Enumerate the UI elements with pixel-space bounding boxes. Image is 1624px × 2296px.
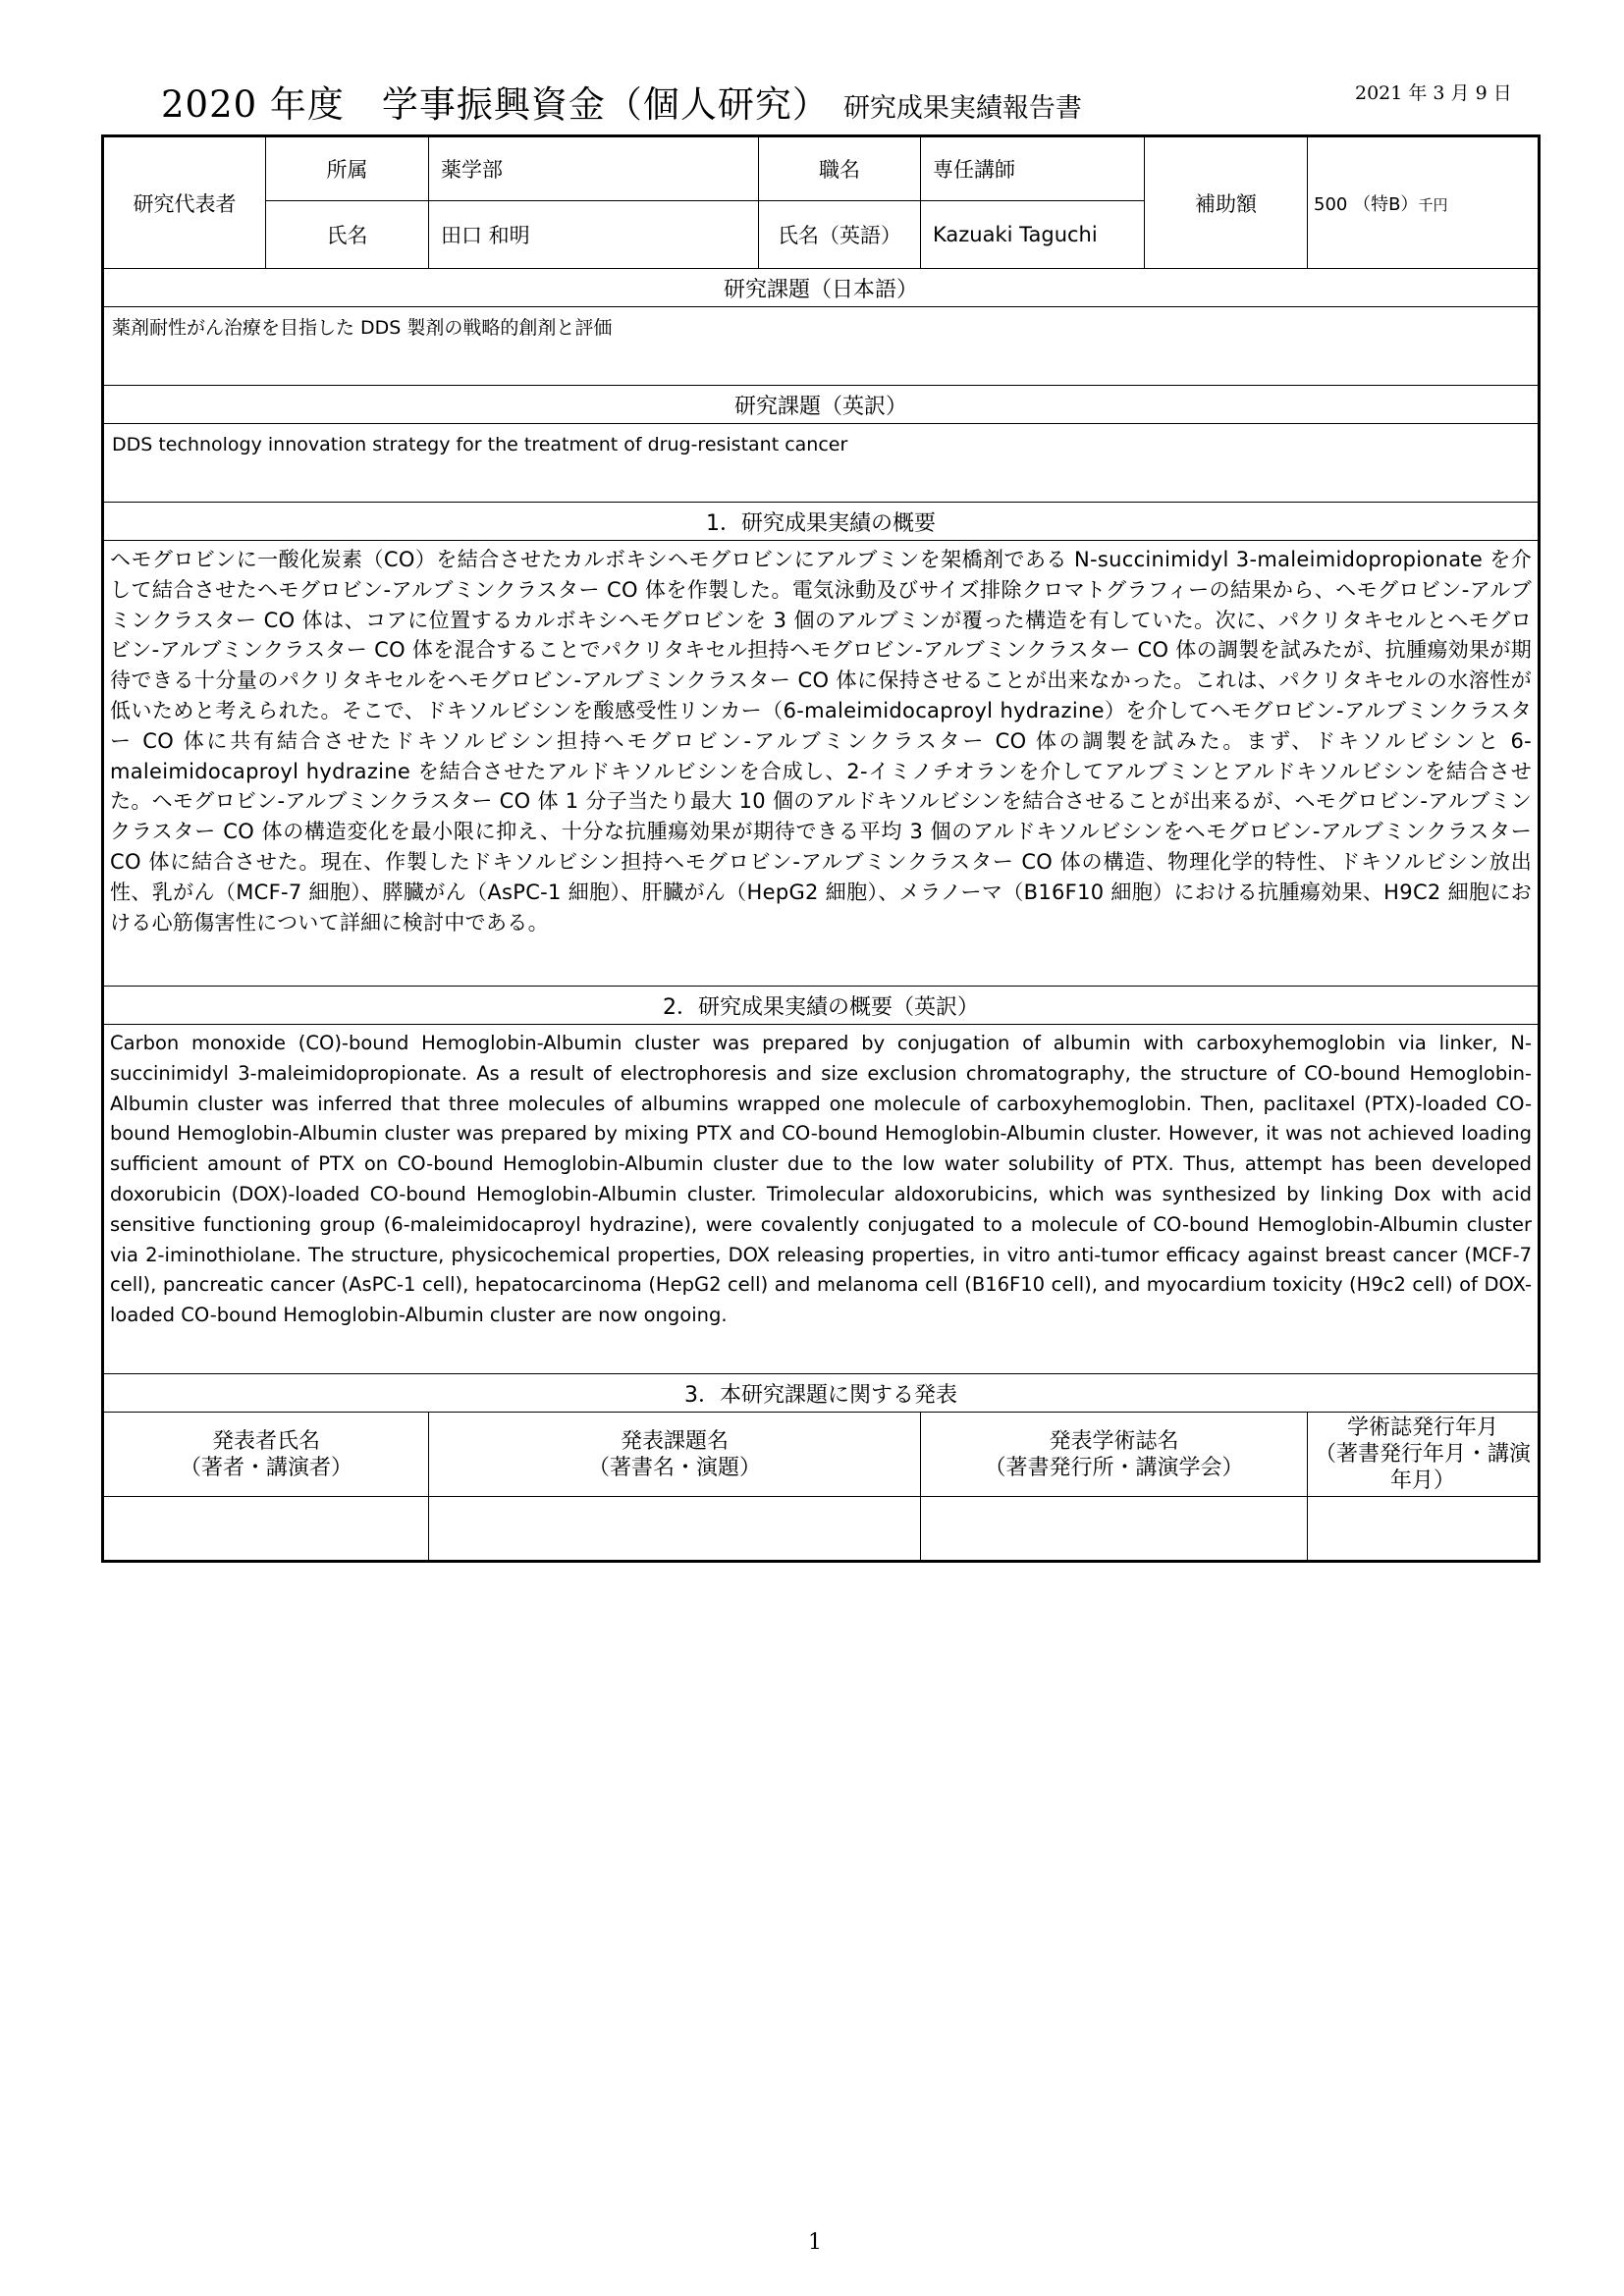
summary-jp-heading: 1．研究成果実績の概要 [103,503,1540,541]
report-subtitle: 研究成果実績報告書 [842,93,1082,124]
title-jp-heading: 研究課題（日本語） [103,269,1540,307]
title-en-heading: 研究課題（英訳） [103,386,1540,424]
pub-col-journal: 発表学術誌名 （著書発行所・講演学会） [921,1413,1308,1497]
position-label: 職名 [759,136,921,201]
summary-en-heading: 2．研究成果実績の概要（英訳） [103,987,1540,1025]
representative-label: 研究代表者 [103,136,266,269]
name-label: 氏名 [266,201,429,269]
page-number: 1 [808,2230,822,2255]
pub-cell-date [1308,1497,1540,1562]
grant-label: 補助額 [1145,136,1308,269]
grant-value: 500 （特B） [1314,193,1419,215]
page-title [161,75,1082,133]
title-jp-value: 薬剤耐性がん治療を目指した DDS 製剤の戦略的創剤と評価 [103,307,1540,386]
report-form [101,134,1541,1563]
affiliation-label: 所属 [266,136,429,201]
summary-jp-body: ヘモグロビンに一酸化炭素（CO）を結合させたカルボキシヘモグロビンにアルブミンを架橋剤である N-succinimidyl 3-maleimidopropionate を介して結合させたヘモグロビン-アルブミンクラスター CO 体を作製した。電気泳動及びサイズ排除クロマトグラフィーの結果から、ヘモグロビン-アルブミンクラスター CO 体は、コアに位置するカルボキシヘモグロビンを 3 個のアルブミンが覆った構造を有していた。次に、パクリタキセルとヘモグロビン-アルブミンクラスター CO 体を混合することでパクリタキセル担持ヘモグロビン-アルブミンクラスター CO 体の調製を試みたが、抗腫瘍効果が期待できる十分量のパクリタキセルをヘモグロビン-アルブミンクラスター CO 体に保持させることが出来なかった。これは、パクリタキセルの水溶性が低いためと考えられた。そこで、ドキソルビシンを酸感受性リンカー（6-maleimidocaproyl hydrazine）を介してヘモグロビン-アルブミンクラスター CO 体に共有結合させたドキソルビシン担持ヘモグロビン-アルブミンクラスター CO 体の調製を試みた。まず、ドキソルビシンと 6-maleimidocaproyl hydrazine を結合させたアルドキソルビシンを合成し、2-イミノチオランを介してアルブミンとアルドキソルビシンを結合させた。ヘモグロビン-アルブミンクラスター CO 体 1 分子当たり最大 10 個のアルドキソルビシンを結合させることが出来るが、ヘモグロビン-アルブミンクラスター CO 体の構造変化を最小限に抑え、十分な抗腫瘍効果が期待できる平均 3 個のアルドキソルビシンをヘモグロビン-アルブミンクラスター CO 体に結合させた。現在、作製したドキソルビシン担持ヘモグロビン-アルブミンクラスター CO 体の構造、物理化学的特性、ドキソルビシン放出性、乳がん（MCF-7 細胞）、膵臓がん（AsPC-1 細胞）、肝臓がん（HepG2 細胞）、メラノーマ（B16F10 細胞）における抗腫瘍効果、H9C2 細胞における心筋傷害性について詳細に検討中である。 [103,541,1540,987]
report-date: 2021 年 3 月 9 日 [1355,82,1512,104]
name-en-value: Kazuaki Taguchi [921,201,1145,269]
pub-cell-journal [921,1497,1308,1562]
title-en-value: DDS technology innovation strategy for the treatment of drug-resistant cancer [103,424,1540,503]
name-en-label: 氏名（英語） [759,201,921,269]
pub-cell-author [103,1497,429,1562]
pub-cell-title [429,1497,921,1562]
report-title: 2020 年度 学事振興資金（個人研究） [161,83,830,126]
publications-heading: 3．本研究課題に関する発表 [103,1374,1540,1413]
grant-amount [1308,136,1540,269]
position-value: 専任講師 [921,136,1145,201]
pub-col-title: 発表課題名 （著書名・演題） [429,1413,921,1497]
name-value: 田口 和明 [429,201,759,269]
pub-col-author: 発表者氏名 （著者・講演者） [103,1413,429,1497]
pub-col-date: 学術誌発行年月 （著書発行年月・講演年月） [1308,1413,1540,1497]
summary-en-body: Carbon monoxide (CO)-bound Hemoglobin-Albumin cluster was prepared by conjugation of albumin with carboxyhemoglobin via linker, N-succinimidyl 3-maleimidopropionate. As a result of electrophoresis and size exclusion chromatography, the structure of CO-bound Hemoglobin-Albumin cluster was inferred that three molecules of albumins wrapped one molecule of carboxyhemoglobin. Then, paclitaxel (PTX)-loaded CO-bound Hemoglobin-Albumin cluster was prepared by mixing PTX and CO-bound Hemoglobin-Albumin cluster. However, it was not achieved loading sufficient amount of PTX on CO-bound Hemoglobin-Albumin cluster due to the low water solubility of PTX. Thus, attempt has been developed doxorubicin (DOX)-loaded CO-bound Hemoglobin-Albumin cluster. Trimolecular aldoxorubicins, which was synthesized by linking Dox with acid sensitive functioning group (6-maleimidocaproyl hydrazine), were covalently conjugated to a molecule of CO-bound Hemoglobin-Albumin cluster via 2-iminothiolane. The structure, physicochemical properties, DOX releasing properties, in vitro anti-tumor efficacy against breast cancer (MCF-7 cell), pancreatic cancer (AsPC-1 cell), hepatocarcinoma (HepG2 cell) and melanoma cell (B16F10 cell), and myocardium toxicity (H9c2 cell) of DOX-loaded CO-bound Hemoglobin-Albumin cluster are now ongoing. [103,1025,1540,1374]
grant-unit: 千円 [1418,195,1448,214]
affiliation-value: 薬学部 [429,136,759,201]
